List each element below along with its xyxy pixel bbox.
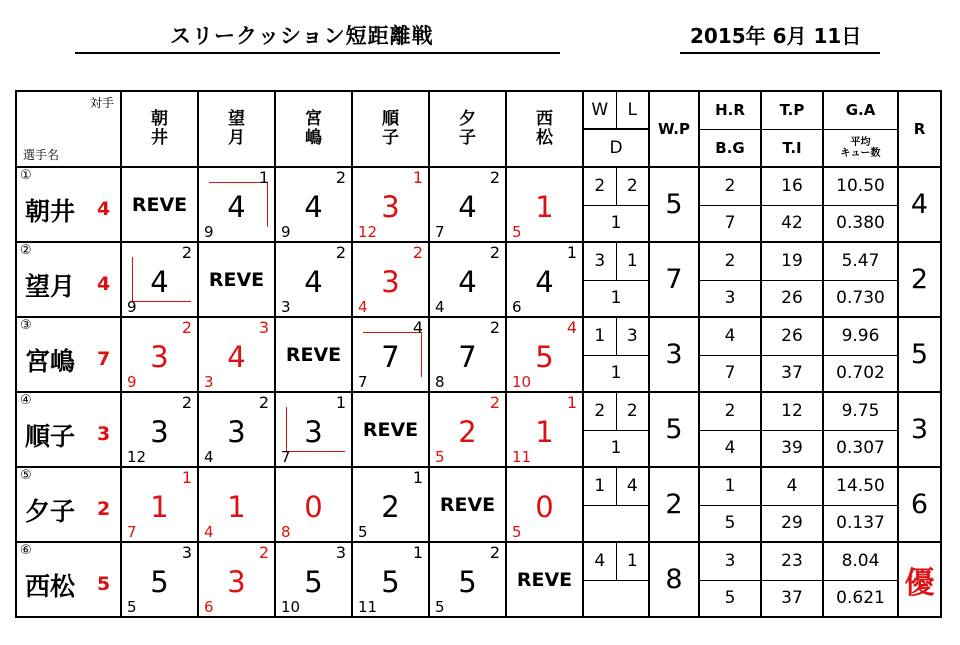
general-average: 10.50 xyxy=(823,167,898,205)
page-title: スリークッション短距離戦 xyxy=(170,24,434,48)
player-row xyxy=(16,167,941,205)
rank-header: R xyxy=(898,91,941,167)
high-run: 2 xyxy=(699,242,761,280)
match-innings: 10 xyxy=(512,373,532,391)
match-date: 2015年 6月 11日 xyxy=(690,24,862,48)
losses: 2 xyxy=(616,167,649,205)
hr-header: H.R xyxy=(699,91,761,129)
match-points: 3 xyxy=(227,415,246,449)
match-points: 2 xyxy=(381,490,400,524)
match-points: 0 xyxy=(535,490,554,524)
wins: 2 xyxy=(583,392,616,430)
avg-header: 平均 キュー数 xyxy=(823,129,898,167)
match-points: 4 xyxy=(227,190,246,224)
match-high-run: 2 xyxy=(335,168,346,187)
match-high-run: 1 xyxy=(412,468,423,487)
match-points: 5 xyxy=(458,565,477,599)
match-high-run: 4 xyxy=(566,318,577,337)
match-high-run: 1 xyxy=(412,543,423,562)
total-innings: 37 xyxy=(761,580,823,617)
match-high-run: 2 xyxy=(181,243,192,262)
reve-cell: REVE xyxy=(275,317,352,392)
match-innings: 10 xyxy=(281,598,301,616)
player-number: ③ xyxy=(20,318,32,333)
rank: 4 xyxy=(898,167,941,242)
draw-header: D xyxy=(583,129,649,167)
win-points: 8 xyxy=(649,542,699,617)
match-result-cell xyxy=(352,467,429,542)
match-result-cell xyxy=(429,392,506,467)
player-name: 順子 xyxy=(25,422,76,451)
bg-header: B.G xyxy=(699,129,761,167)
match-points: 4 xyxy=(304,190,323,224)
match-innings: 4 xyxy=(435,298,445,316)
match-innings: 6 xyxy=(512,298,522,316)
match-high-run: 2 xyxy=(335,243,346,262)
player-row xyxy=(16,317,941,355)
total-innings: 29 xyxy=(761,505,823,542)
total-points: 23 xyxy=(761,542,823,580)
opp-header-4: 順 子 xyxy=(352,91,429,167)
total-innings: 39 xyxy=(761,430,823,467)
general-average: 14.50 xyxy=(823,467,898,505)
player-name: 西松 xyxy=(25,572,76,601)
player-number: ⑥ xyxy=(20,543,32,558)
match-result-cell xyxy=(352,542,429,617)
player-number: ② xyxy=(20,243,32,258)
general-average: 5.47 xyxy=(823,242,898,280)
match-innings: 5 xyxy=(435,598,445,616)
match-points: 4 xyxy=(458,190,477,224)
draws: 1 xyxy=(583,355,649,392)
player-name-cell xyxy=(16,167,121,242)
win-points: 5 xyxy=(649,167,699,242)
reve-cell: REVE xyxy=(352,392,429,467)
best-game: 3 xyxy=(699,280,761,317)
player-name-cell xyxy=(16,317,121,392)
match-high-run: 3 xyxy=(181,543,192,562)
losses: 2 xyxy=(616,392,649,430)
player-name: 宮嶋 xyxy=(25,347,76,376)
player-name: 朝井 xyxy=(25,197,76,226)
match-innings: 4 xyxy=(204,448,214,466)
reve-cell: REVE xyxy=(429,467,506,542)
match-result-cell xyxy=(506,392,583,467)
win-points: 2 xyxy=(649,467,699,542)
match-innings: 5 xyxy=(127,598,137,616)
player-score: 2 xyxy=(97,498,111,520)
match-points: 1 xyxy=(150,490,169,524)
player-number: ⑤ xyxy=(20,468,32,483)
best-game: 7 xyxy=(699,205,761,242)
total-innings: 26 xyxy=(761,280,823,317)
total-points: 19 xyxy=(761,242,823,280)
match-result-cell xyxy=(121,392,198,467)
date-underline xyxy=(680,52,880,54)
match-innings: 12 xyxy=(358,223,378,241)
best-game: 5 xyxy=(699,580,761,617)
match-innings: 11 xyxy=(512,448,532,466)
player-number: ④ xyxy=(20,393,32,408)
rank: 2 xyxy=(898,242,941,317)
results-table xyxy=(15,90,942,618)
player-score: 3 xyxy=(97,423,111,445)
match-high-run: 2 xyxy=(489,318,500,337)
match-points: 4 xyxy=(304,265,323,299)
match-innings: 11 xyxy=(358,598,378,616)
match-innings: 7 xyxy=(358,373,368,391)
player-row xyxy=(16,242,941,280)
best-game: 5 xyxy=(699,505,761,542)
player-name-cell xyxy=(16,242,121,317)
match-result-cell xyxy=(506,467,583,542)
match-points: 5 xyxy=(304,565,323,599)
match-innings: 5 xyxy=(512,523,522,541)
match-points: 1 xyxy=(535,415,554,449)
match-points: 3 xyxy=(227,565,246,599)
player-number: ① xyxy=(20,168,32,183)
opp-header-2: 望 月 xyxy=(198,91,275,167)
total-points: 12 xyxy=(761,392,823,430)
total-innings: 42 xyxy=(761,205,823,242)
average: 0.702 xyxy=(823,355,898,392)
player-score: 5 xyxy=(97,573,111,595)
match-result-cell xyxy=(429,167,506,242)
player-name: 望月 xyxy=(25,272,76,301)
match-points: 3 xyxy=(381,190,400,224)
average: 0.137 xyxy=(823,505,898,542)
match-high-run: 3 xyxy=(258,318,269,337)
wins: 4 xyxy=(583,542,616,580)
best-game: 7 xyxy=(699,355,761,392)
match-high-run: 2 xyxy=(181,393,192,412)
match-result-cell xyxy=(275,542,352,617)
opp-header-5: 夕 子 xyxy=(429,91,506,167)
match-innings: 4 xyxy=(358,298,368,316)
match-result-cell xyxy=(275,467,352,542)
player-label: 選手名 xyxy=(23,148,60,162)
match-high-run: 2 xyxy=(258,543,269,562)
total-innings: 37 xyxy=(761,355,823,392)
match-result-cell xyxy=(198,317,275,392)
match-high-run: 2 xyxy=(258,393,269,412)
match-innings: 9 xyxy=(127,298,137,316)
rank: 優 xyxy=(898,542,941,617)
wins: 2 xyxy=(583,167,616,205)
match-innings: 3 xyxy=(204,373,214,391)
match-points: 7 xyxy=(458,340,477,374)
match-result-cell xyxy=(429,242,506,317)
match-result-cell xyxy=(275,242,352,317)
general-average: 9.96 xyxy=(823,317,898,355)
total-points: 4 xyxy=(761,467,823,505)
match-innings: 7 xyxy=(281,448,291,466)
match-points: 0 xyxy=(304,490,323,524)
match-points: 1 xyxy=(535,190,554,224)
wins: 1 xyxy=(583,317,616,355)
match-result-cell xyxy=(121,467,198,542)
match-result-cell xyxy=(198,542,275,617)
match-result-cell xyxy=(198,167,275,242)
draws: 1 xyxy=(583,430,649,467)
match-high-run: 1 xyxy=(181,468,192,487)
match-innings: 8 xyxy=(281,523,291,541)
average: 0.621 xyxy=(823,580,898,617)
match-high-run: 1 xyxy=(412,168,423,187)
match-points: 5 xyxy=(381,565,400,599)
player-name-cell xyxy=(16,467,121,542)
high-run: 3 xyxy=(699,542,761,580)
match-innings: 6 xyxy=(204,598,214,616)
average: 0.380 xyxy=(823,205,898,242)
reve-cell: REVE xyxy=(121,167,198,242)
opp-header-3: 宮 嶋 xyxy=(275,91,352,167)
match-result-cell xyxy=(198,467,275,542)
win-points: 5 xyxy=(649,392,699,467)
player-score: 4 xyxy=(97,273,111,295)
match-high-run: 1 xyxy=(566,393,577,412)
match-innings: 5 xyxy=(358,523,368,541)
match-points: 4 xyxy=(150,265,169,299)
total-points: 26 xyxy=(761,317,823,355)
match-high-run: 1 xyxy=(566,243,577,262)
match-points: 3 xyxy=(150,415,169,449)
general-average: 8.04 xyxy=(823,542,898,580)
match-result-cell xyxy=(121,317,198,392)
player-row xyxy=(16,542,941,580)
tp-header: T.P xyxy=(761,91,823,129)
losses: 3 xyxy=(616,317,649,355)
draws: 1 xyxy=(583,280,649,317)
match-points: 3 xyxy=(381,265,400,299)
match-innings: 7 xyxy=(435,223,445,241)
draws xyxy=(583,580,649,617)
match-points: 3 xyxy=(150,340,169,374)
match-innings: 5 xyxy=(512,223,522,241)
match-result-cell xyxy=(352,167,429,242)
match-high-run: 1 xyxy=(258,168,269,187)
opp-header-1: 朝 井 xyxy=(121,91,198,167)
match-result-cell xyxy=(275,392,352,467)
match-result-cell xyxy=(429,317,506,392)
losses: 1 xyxy=(616,242,649,280)
match-result-cell xyxy=(121,542,198,617)
match-innings: 3 xyxy=(281,298,291,316)
match-high-run: 3 xyxy=(335,543,346,562)
match-innings: 8 xyxy=(435,373,445,391)
player-row xyxy=(16,392,941,430)
opp-header-6: 西 松 xyxy=(506,91,583,167)
match-result-cell xyxy=(506,167,583,242)
corner-header xyxy=(16,91,121,167)
wins: 3 xyxy=(583,242,616,280)
draws xyxy=(583,505,649,542)
match-high-run: 2 xyxy=(412,243,423,262)
match-result-cell xyxy=(121,242,198,317)
rank: 6 xyxy=(898,467,941,542)
match-innings: 7 xyxy=(127,523,137,541)
wp-header: W.P xyxy=(649,91,699,167)
average: 0.730 xyxy=(823,280,898,317)
opponent-label: 対手 xyxy=(89,96,114,110)
match-innings: 12 xyxy=(127,448,147,466)
rank: 5 xyxy=(898,317,941,392)
reve-cell: REVE xyxy=(506,542,583,617)
title-underline xyxy=(75,52,560,54)
match-points: 2 xyxy=(458,415,477,449)
match-innings: 9 xyxy=(204,223,214,241)
match-points: 7 xyxy=(381,340,400,374)
match-innings: 9 xyxy=(127,373,137,391)
match-result-cell xyxy=(352,317,429,392)
high-run: 2 xyxy=(699,392,761,430)
player-name: 夕子 xyxy=(25,497,76,526)
player-name-cell xyxy=(16,392,121,467)
match-high-run: 4 xyxy=(412,318,423,337)
match-innings: 5 xyxy=(435,448,445,466)
match-points: 4 xyxy=(535,265,554,299)
general-average: 9.75 xyxy=(823,392,898,430)
average: 0.307 xyxy=(823,430,898,467)
rank: 3 xyxy=(898,392,941,467)
match-high-run: 2 xyxy=(489,393,500,412)
match-points: 1 xyxy=(227,490,246,524)
match-result-cell xyxy=(198,392,275,467)
wins: 1 xyxy=(583,467,616,505)
reve-cell: REVE xyxy=(198,242,275,317)
match-innings: 9 xyxy=(281,223,291,241)
loss-header: L xyxy=(616,91,649,129)
ga-header: G.A xyxy=(823,91,898,129)
losses: 4 xyxy=(616,467,649,505)
win-points: 7 xyxy=(649,242,699,317)
match-result-cell xyxy=(506,242,583,317)
match-points: 3 xyxy=(304,415,323,449)
match-points: 4 xyxy=(227,340,246,374)
match-points: 5 xyxy=(150,565,169,599)
match-result-cell xyxy=(429,542,506,617)
match-high-run: 2 xyxy=(489,243,500,262)
match-high-run: 2 xyxy=(489,168,500,187)
high-run: 1 xyxy=(699,467,761,505)
win-points: 3 xyxy=(649,317,699,392)
player-row xyxy=(16,467,941,505)
player-score: 4 xyxy=(97,198,111,220)
total-points: 16 xyxy=(761,167,823,205)
match-result-cell xyxy=(506,317,583,392)
match-result-cell xyxy=(275,167,352,242)
match-high-run: 2 xyxy=(489,543,500,562)
match-innings: 4 xyxy=(204,523,214,541)
match-high-run: 2 xyxy=(181,318,192,337)
match-points: 5 xyxy=(535,340,554,374)
player-name-cell xyxy=(16,542,121,617)
match-result-cell xyxy=(352,242,429,317)
best-game: 4 xyxy=(699,430,761,467)
high-run: 2 xyxy=(699,167,761,205)
ti-header: T.I xyxy=(761,129,823,167)
player-score: 7 xyxy=(97,348,111,370)
match-high-run: 1 xyxy=(335,393,346,412)
high-run: 4 xyxy=(699,317,761,355)
win-header: W xyxy=(583,91,616,129)
draws: 1 xyxy=(583,205,649,242)
match-points: 4 xyxy=(458,265,477,299)
losses: 1 xyxy=(616,542,649,580)
